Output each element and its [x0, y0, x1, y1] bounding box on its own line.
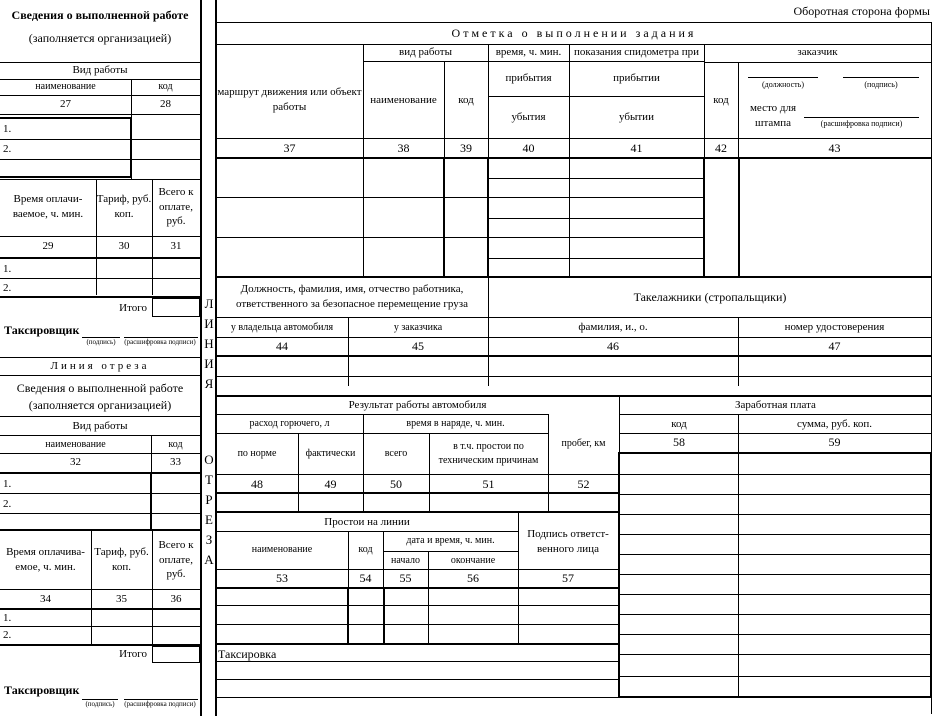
left-col-27: 27	[60, 98, 71, 111]
zakazchik-dolzhnost: (должность)	[762, 79, 804, 89]
cut-letter: Е	[205, 512, 213, 527]
col-vremya-header: время, ч. мин.	[495, 46, 562, 59]
summa-header: сумма, руб. коп.	[796, 418, 873, 431]
left-tarif-header: Тариф, руб. коп.	[96, 193, 152, 220]
col-58: 58	[673, 434, 685, 449]
col-41: 41	[630, 140, 643, 155]
kod54-header: код	[358, 544, 373, 556]
podpis-otv-header: Подпись ответст-венного лица	[527, 527, 609, 555]
col-40: 40	[522, 140, 535, 155]
kod54-box	[347, 588, 385, 644]
left-row-1: 1.	[3, 122, 12, 135]
cut-letter: И	[204, 356, 214, 371]
left-sec2-title: Сведения о выполненной работе	[16, 380, 184, 395]
left-naimenovanie-header: наименование	[35, 81, 96, 93]
col-52: 52	[577, 476, 590, 491]
cut-letter: Я	[204, 376, 214, 391]
left-itogo-box-2	[152, 646, 200, 663]
left-col-29: 29	[42, 240, 54, 253]
prostoi-tech-header: в т.ч. простои по техническим причинам	[438, 441, 539, 466]
zarplata-header: Заработная плата	[735, 399, 816, 412]
col-vid-raboty-header: вид работы	[399, 46, 452, 59]
col-45: 45	[412, 339, 424, 354]
col-43: 43	[828, 140, 841, 155]
col-marshrut-header: маршрут движения или объект работы	[217, 86, 362, 113]
left-rasshifrovka: (расшифровка подписи)	[124, 338, 196, 347]
col-57: 57	[562, 571, 574, 586]
prostoi-header: Простои на линии	[324, 516, 410, 529]
left-vid-raboty-2: Вид работы	[72, 419, 128, 432]
left-col-34: 34	[40, 592, 51, 605]
cut-letter: Р	[205, 492, 213, 507]
kod58-header: код	[671, 418, 687, 431]
vsego-header: всего	[384, 447, 408, 459]
col-kod-header: код	[458, 93, 474, 106]
kod-column-box	[443, 158, 489, 277]
left-rasshifrovka-2: (расшифровка подписи)	[124, 700, 196, 709]
left-row-2b: 2.	[3, 281, 12, 294]
fakticheski-header: фактически	[305, 447, 356, 459]
col-47: 47	[828, 339, 841, 354]
zakazchik-mesto-shtampa: место для штампа	[749, 102, 797, 129]
col-48: 48	[251, 476, 263, 491]
left-sec2-sub: (заполняется организацией)	[28, 397, 172, 412]
col-59: 59	[828, 434, 841, 449]
probeg-header: пробег, км	[561, 438, 606, 450]
col-53: 53	[276, 571, 288, 586]
liniya-otreza: Линия отреза	[50, 359, 150, 372]
left-kod-header: код	[158, 81, 173, 93]
col-51: 51	[482, 476, 495, 491]
cut-letter: Л	[204, 296, 214, 311]
left-col-35: 35	[116, 592, 127, 605]
cut-letter: А	[204, 552, 214, 567]
left-vid-raboty: Вид работы	[72, 64, 128, 77]
zarplata-grid	[618, 452, 932, 698]
po-norme-header: по норме	[237, 447, 277, 459]
zakazchik-podpis: (подпись)	[864, 79, 898, 89]
col-pokazaniya-header: показания спидометра при	[574, 46, 699, 59]
left-row-1d: 1.	[3, 611, 12, 624]
zakazchik-rasshifrovka: (расшифровка подписи)	[820, 118, 903, 128]
col-44: 44	[276, 339, 288, 354]
nachalo-header: начало	[391, 554, 420, 566]
col-kod42-header: код	[713, 93, 729, 106]
left-itogo-2: Итого	[119, 647, 147, 660]
left-row-2c: 2.	[3, 497, 12, 510]
left-naimenovanie-header-2: наименование	[45, 438, 106, 450]
col-54: 54	[359, 571, 372, 586]
kod42-column-box	[703, 158, 740, 277]
form-side-label: Оборотная сторона формы	[793, 3, 930, 18]
cut-letter: Н	[204, 336, 214, 351]
left-col-31: 31	[170, 240, 182, 253]
col-ubytii-header: убытии	[619, 111, 654, 124]
left-row-2: 2.	[3, 142, 12, 155]
col-ubytiya-header: убытия	[511, 111, 546, 124]
left-taksirovshik-2: Таксировщик	[4, 682, 80, 697]
left-podpis-2: (подпись)	[85, 700, 115, 709]
col-49: 49	[324, 476, 337, 491]
cut-letter: И	[204, 316, 214, 331]
main-title: Отметка о выполнении задания	[451, 25, 697, 40]
taksirovka-label: Таксировка	[218, 646, 277, 661]
nomer-udost-header: номер удостоверения	[784, 321, 885, 334]
left-row-1c: 1.	[3, 477, 12, 490]
cut-letter: Т	[205, 472, 213, 487]
col-56: 56	[467, 571, 479, 586]
left-col-32: 32	[70, 456, 81, 469]
col-zakazchik-header: заказчик	[797, 46, 838, 59]
cut-letter: О	[204, 452, 214, 467]
col-38: 38	[397, 140, 410, 155]
vremya-v-naryade-header: время в наряде, ч. мин.	[406, 417, 505, 429]
col-50: 50	[390, 476, 402, 491]
otvetstvenny-header: Должность, фамилия, имя, отчество работника, ответственного за безопасное перемещение груза	[236, 283, 468, 310]
rashod-header: расход горючего, л	[249, 417, 330, 429]
left-row-1b: 1.	[3, 262, 12, 275]
left-taksirovshik: Таксировщик	[4, 322, 80, 337]
left-row-2d: 2.	[3, 628, 12, 641]
col-42: 42	[715, 140, 727, 155]
takelazhniki-header: Такелажники (стропальщики)	[633, 289, 787, 304]
left-podpis: (подпись)	[86, 338, 116, 347]
left-itogo-box	[152, 298, 200, 317]
col-46: 46	[607, 339, 619, 354]
okonchanie-header: окончание	[450, 554, 496, 566]
left-col-30: 30	[118, 240, 130, 253]
cut-letter: З	[205, 532, 213, 547]
left-tarif2-header: Тариф, руб. коп.	[94, 546, 149, 573]
left-vremya2-header: Время оплачива-емое, ч. мин.	[6, 546, 85, 573]
left-kod-header-2: код	[168, 438, 183, 450]
left-vremya-header: Время оплачи-ваемое, ч. мин.	[12, 193, 84, 220]
data-vremya-header: дата и время, ч. мин.	[406, 535, 495, 547]
left-sec1-sub: (заполняется организацией)	[28, 30, 172, 45]
left-sec1-title: Сведения о выполненной работе	[11, 7, 189, 22]
left-vsego-header: Всего к оплате, руб.	[158, 185, 194, 228]
col-55: 55	[399, 571, 412, 586]
naimenovanie53-header: наименование	[251, 544, 313, 556]
col-39: 39	[460, 140, 472, 155]
col-pribytii-header: прибытии	[613, 72, 660, 85]
rezultat-header: Результат работы автомобиля	[348, 399, 487, 412]
left-vsego2-header: Всего к оплате, руб.	[158, 538, 194, 581]
left-itogo: Итого	[119, 301, 147, 314]
col-naimenovanie-header: наименование	[370, 93, 437, 106]
familiya-header: фамилия, и., о.	[578, 321, 648, 334]
left-col-33: 33	[170, 456, 181, 469]
col-pribytiya-header: прибытия	[505, 72, 552, 85]
col-37: 37	[283, 140, 296, 155]
left-col-36: 36	[170, 592, 182, 605]
u-vladeltsa-header: у владельца автомобиля	[230, 321, 334, 333]
left-col-28: 28	[160, 98, 171, 111]
u-zakazchika-header: у заказчика	[393, 321, 443, 333]
